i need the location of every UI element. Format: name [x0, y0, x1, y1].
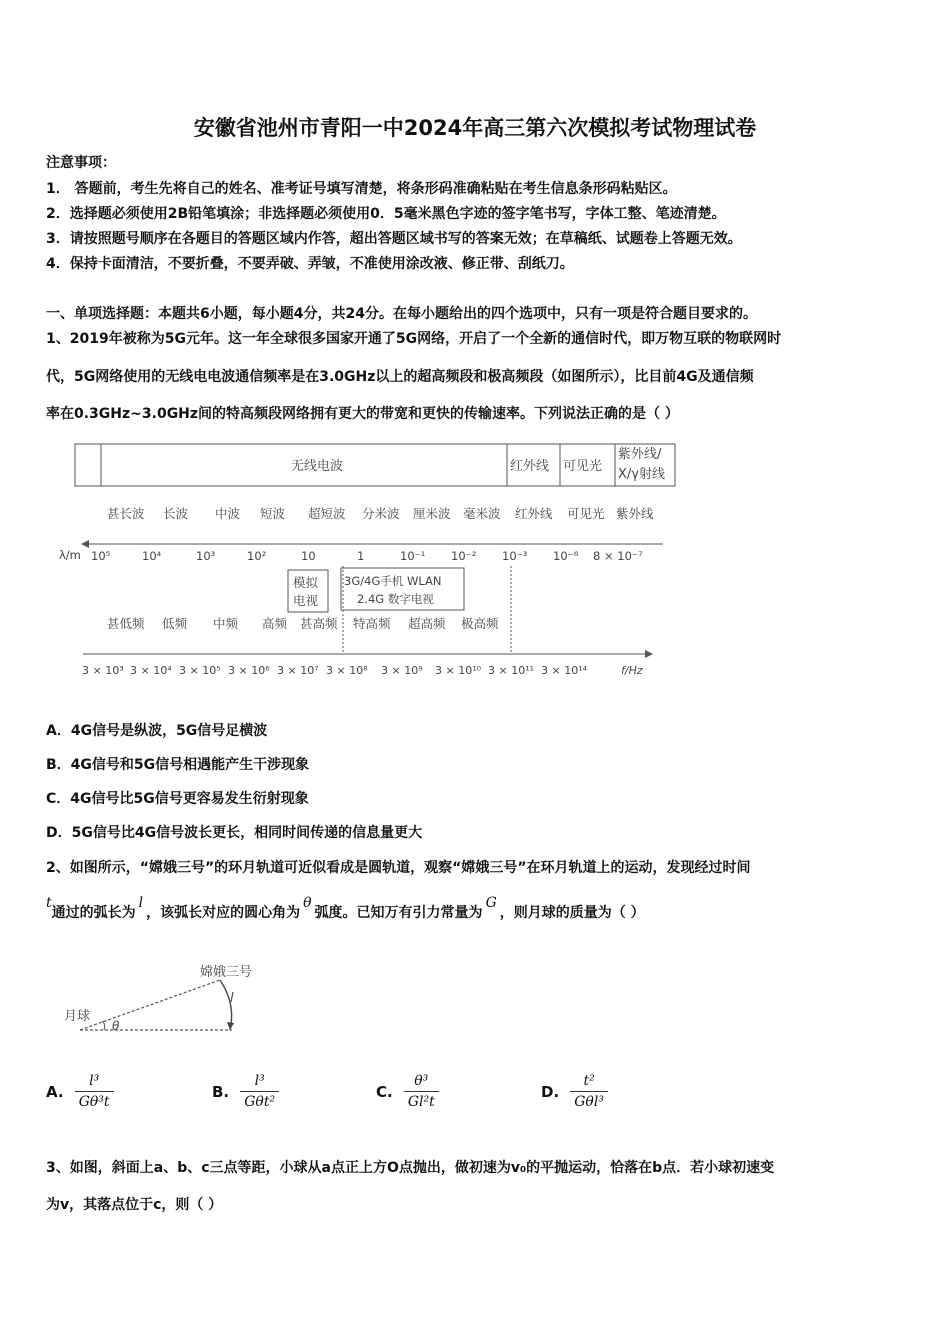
var-t: t — [46, 895, 52, 911]
var-l: l — [138, 895, 144, 911]
q3-line-2: 为v，其落点位于c，则（ ） — [46, 1197, 223, 1213]
lambda-tick: 10³ — [196, 549, 216, 563]
freq-axis-label: f/Hz — [621, 664, 643, 677]
freq-name: 甚高频 — [300, 616, 338, 631]
wave-name: 短波 — [260, 506, 286, 521]
q2-line-2: t通过的弧长为l，该弧长对应的圆心角为θ弧度。已知万有引力常量为G，则月球的质量为（ ） — [46, 895, 645, 921]
notice-heading: 注意事项： — [46, 155, 116, 171]
craft-label: 嫦娥三号 — [200, 965, 253, 980]
box-mobile: 2.4G 数字电视 — [357, 592, 434, 606]
lambda-tick: 10⁻² — [451, 549, 477, 563]
q1-line-3: 率在0.3GHz~3.0GHz间的特高频段网络拥有更大的带宽和更快的传输速率。下列说法正确的是（ ） — [46, 406, 679, 422]
q2-line-1: 2、如图所示，“嫦娥三号”的环月轨道可近似看成是圆轨道，观察“嫦娥三号”在环月轨道上的运动，发现经过时间 — [46, 860, 751, 876]
freq-name: 极高频 — [461, 616, 499, 631]
freq-tick: 3 × 10⁴ — [130, 664, 172, 677]
angle-label: θ — [112, 1019, 120, 1033]
lambda-tick: 10⁻³ — [502, 549, 528, 563]
wave-name: 长波 — [163, 506, 189, 521]
q2-option-d: D. $\frac{\text{t²}}{\text{Gθl³}}$ — [541, 1073, 608, 1110]
q1-line-1: 1、2019年被称为5G元年。这一年全球很多国家开通了5G网络，开启了一个全新的通信时代，即万物互联的物联网时 — [46, 331, 782, 347]
freq-tick: 3 × 10⁵ — [179, 664, 221, 677]
q1-option-b: B．4G信号和5G信号相遇能产生干涉现象 — [46, 757, 310, 773]
lambda-tick: 10⁵ — [91, 549, 111, 563]
var-theta: θ — [303, 895, 312, 911]
lambda-tick: 10² — [247, 549, 267, 563]
freq-tick: 3 × 10⁸ — [326, 664, 368, 677]
freq-tick: 3 × 10³ — [82, 664, 124, 677]
band-radio: 无线电波 — [291, 459, 344, 474]
wave-name: 毫米波 — [463, 506, 501, 521]
wave-name: 中波 — [215, 506, 241, 521]
box-analog-tv: 电视 — [293, 593, 319, 608]
lambda-tick: 1 — [357, 549, 365, 563]
notice-item-1: 1． 答题前，考生先将自己的姓名、准考证号填写清楚，将条形码准确粘贴在考生信息条形码粘贴区。 — [46, 181, 677, 197]
orbit-figure — [60, 958, 280, 1038]
freq-tick: 3 × 10¹¹ — [488, 664, 535, 677]
freq-name: 甚低频 — [107, 616, 145, 631]
q1-option-a: A．4G信号是纵波，5G信号足横波 — [46, 723, 268, 739]
freq-tick: 3 × 10⁶ — [228, 664, 270, 677]
moon-label: 月球 — [64, 1009, 91, 1024]
freq-name: 超高频 — [408, 616, 446, 631]
freq-name: 特高频 — [353, 616, 391, 631]
var-G: G — [485, 895, 497, 911]
arc-label: l — [230, 991, 234, 1006]
notice-item-3: 3．请按照题号顺序在各题目的答题区域内作答，超出答题区域书写的答案无效；在草稿纸、试题卷上答题无效。 — [46, 231, 742, 247]
lambda-tick: 10⁻⁶ — [553, 549, 579, 563]
lambda-tick: 10⁴ — [142, 549, 162, 563]
band-xray: X/γ射线 — [618, 467, 665, 482]
page-title: 安徽省池州市青阳一中2024年高三第六次模拟考试物理试卷 — [193, 116, 757, 140]
section-heading: 一、单项选择题：本题共6小题，每小题4分，共24分。在每小题给出的四个选项中，只有一项是符合题目要求的。 — [46, 306, 757, 322]
lambda-tick: 10 — [301, 549, 316, 563]
wave-name: 厘米波 — [413, 506, 451, 521]
q2-option-a: A. $\frac{\text{l³}}{\text{Gθ³t}}$ — [46, 1073, 114, 1110]
wave-name: 甚长波 — [107, 506, 145, 521]
band-uv: 紫外线/ — [618, 447, 662, 462]
band-visible: 可见光 — [563, 459, 603, 474]
lambda-tick: 10⁻¹ — [400, 549, 426, 563]
wave-name: 紫外线 — [616, 506, 654, 521]
freq-tick: 3 × 10¹⁰ — [435, 664, 482, 677]
q1-option-d: D．5G信号比4G信号波长更长，相同时间传递的信息量更大 — [46, 825, 423, 841]
wave-name: 分米波 — [362, 506, 400, 521]
lambda-tick: 8 × 10⁻⁷ — [593, 549, 643, 563]
wave-name: 红外线 — [515, 506, 553, 521]
q1-option-c: C．4G信号比5G信号更容易发生衍射现象 — [46, 791, 309, 807]
band-infrared: 红外线 — [510, 459, 550, 474]
q3-line-1: 3、如图，斜面上a、b、c三点等距，小球从a点正上方O点抛出，做初速为v₀的平抛运动，恰落在b点．若小球初速变 — [46, 1160, 775, 1176]
spectrum-figure — [55, 438, 695, 688]
notice-item-4: 4．保持卡面清洁，不要折叠，不要弄破、弄皱，不准使用涂改液、修正带、刮纸刀。 — [46, 256, 574, 272]
freq-tick: 3 × 10¹⁴ — [541, 664, 588, 677]
freq-name: 高频 — [262, 616, 288, 631]
q2-option-c: C. $\frac{\text{θ³}}{\text{Gl²t}}$ — [376, 1073, 439, 1110]
freq-name: 中频 — [213, 616, 239, 631]
freq-tick: 3 × 10⁷ — [277, 664, 319, 677]
q2-option-b: B. $\frac{\text{l³}}{\text{Gθt²}}$ — [212, 1073, 279, 1110]
box-mobile: 3G/4G手机 WLAN — [344, 574, 442, 588]
notice-item-2: 2．选择题必须使用2B铅笔填涂；非选择题必须使用0．5毫米黑色字迹的签字笔书写，字体工整、笔迹清楚。 — [46, 206, 726, 222]
wave-name: 超短波 — [308, 506, 346, 521]
lambda-axis-label: λ/m — [59, 548, 81, 562]
freq-tick: 3 × 10⁹ — [381, 664, 423, 677]
freq-name: 低频 — [162, 616, 188, 631]
wave-name: 可见光 — [567, 506, 605, 521]
q1-line-2: 代，5G网络使用的无线电电波通信频率是在3.0GHz以上的超高频段和极高频段（如图所示），比目前4G及通信频 — [46, 369, 754, 385]
box-analog-tv: 模拟 — [293, 575, 319, 590]
